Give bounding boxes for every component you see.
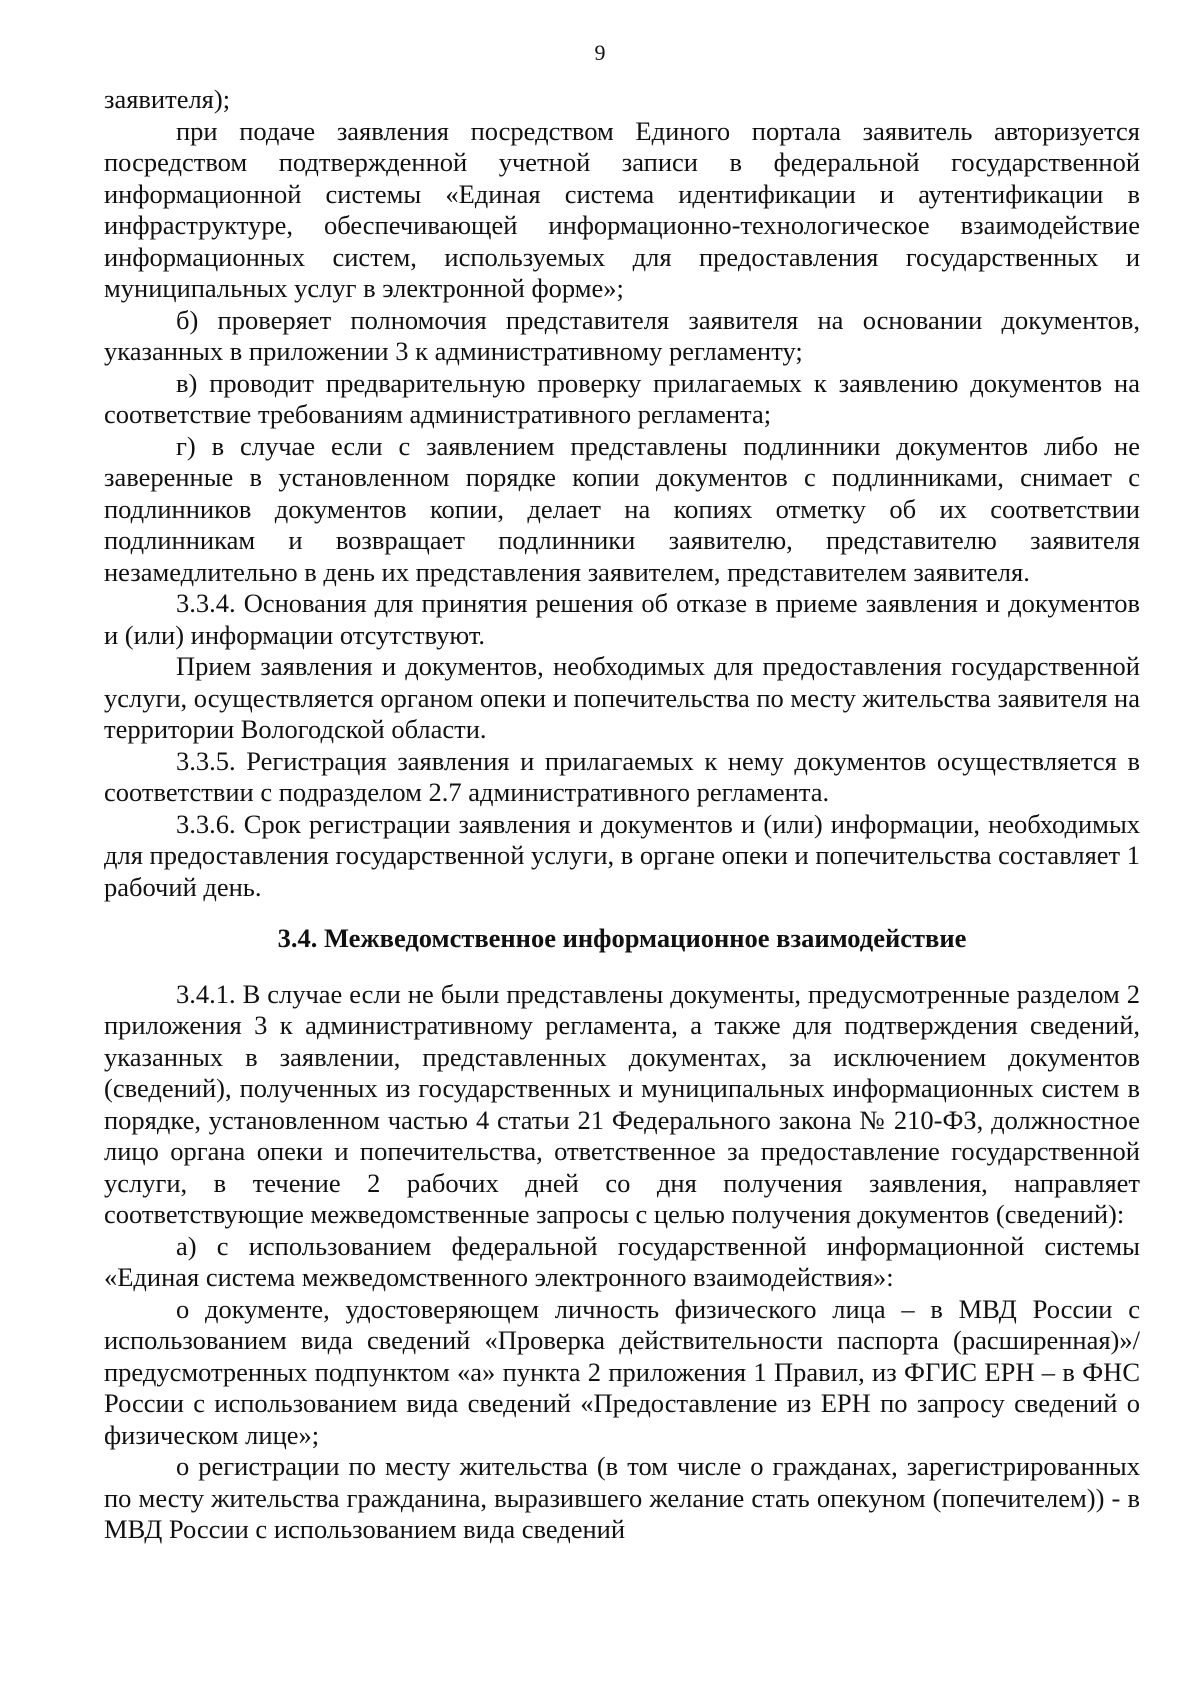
paragraph-3-3-5: 3.3.5. Регистрация заявления и прилагаемых к нему документов осуществляется в соответствии с подразделом 2.7 административного регламента. — [104, 745, 1140, 807]
paragraph-3-3-4: 3.3.4. Основания для принятия решения об отказе в приеме заявления и документов и (или) информации отсутствуют. — [104, 588, 1140, 650]
paragraph-item-g: г) в случае если с заявлением представлены подлинники документов либо не заверенные в установленном порядке копии документов с подлинниками, снимает с подлинников документов копии, делает на копиях отметку об их соответствии подлинникам и возвращает подлинники заявителю, представителю заявителя незамедлительно в день их представления заявителем, представителем заявителя. — [104, 430, 1140, 587]
section-heading: 3.4. Межведомственное информационное взаимодействие — [277, 923, 967, 953]
paragraph-portal-authorization: при подаче заявления посредством Единого портала заявитель авторизуется посредством подтвержденной учетной записи в федеральной государственной информационной системы «Единая система идентификации и аутентификации в инфраструктуре, обеспечивающей информационно-технологическое взаимодействие информационных систем, используемых для предоставления государственных и муниципальных услуг в электронной форме»; — [104, 115, 1140, 303]
paragraph-3-3-6: 3.3.6. Срок регистрации заявления и документов и (или) информации, необходимых для предоставления государственной услуги, в органе опеки и попечительства составляет 1 рабочий день. — [104, 808, 1140, 902]
paragraph-registration: о регистрации по месту жительства (в том числе о гражданах, зарегистрированных по месту жительства гражданина, выразившего желание стать опекуном (попечителем)) - в МВД России с использованием вида сведений — [104, 1451, 1140, 1544]
page-number: 9 — [594, 40, 606, 65]
document-body — [104, 84, 1140, 1546]
paragraph-identity-document: о документе, удостоверяющем личность физического лица – в МВД России с использованием вида сведений «Проверка действительности паспорта (расширенная)»/предусмотренных подпунктом «а» пункта 2 приложения 1 Правил, из ФГИС ЕРН – в ФНС России с использованием вида сведений «Предоставление из ЕРН по запросу сведений о физическом лице»; — [104, 1293, 1140, 1450]
paragraph-item-v: в) проводит предварительную проверку прилагаемых к заявлению документов на соответствие требованиям административного регламента; — [104, 367, 1140, 429]
paragraph-continuation: заявителя); — [104, 84, 231, 114]
paragraph-item-a: а) с использованием федеральной государственной информационной системы «Единая система межведомственного электронного взаимодействия»: — [104, 1230, 1140, 1292]
paragraph-reception: Прием заявления и документов, необходимых для предоставления государственной услуги, осуществляется органом опеки и попечительства по месту жительства заявителя на территории Вологодской области. — [104, 651, 1140, 744]
paragraph-3-4-1: 3.4.1. В случае если не были представлены документы, предусмотренные разделом 2 приложения 3 к административному регламента, а также для подтверждения сведений, указанных в заявлении, представленных документах, за исключением документов (сведений), полученных из государственных и муниципальных информационных систем в порядке, установленном частью 4 статьи 21 Федерального закона № 210-ФЗ, должностное лицо органа опеки и попечительства, ответственное за предоставление государственной услуги, в течение 2 рабочих дней со дня получения заявления, направляет соответствующие межведомственные запросы с целью получения документов (сведений): — [104, 978, 1140, 1229]
paragraph-item-b: б) проверяет полномочия представителя заявителя на основании документов, указанных в приложении 3 к административному регламенту; — [104, 304, 1140, 366]
